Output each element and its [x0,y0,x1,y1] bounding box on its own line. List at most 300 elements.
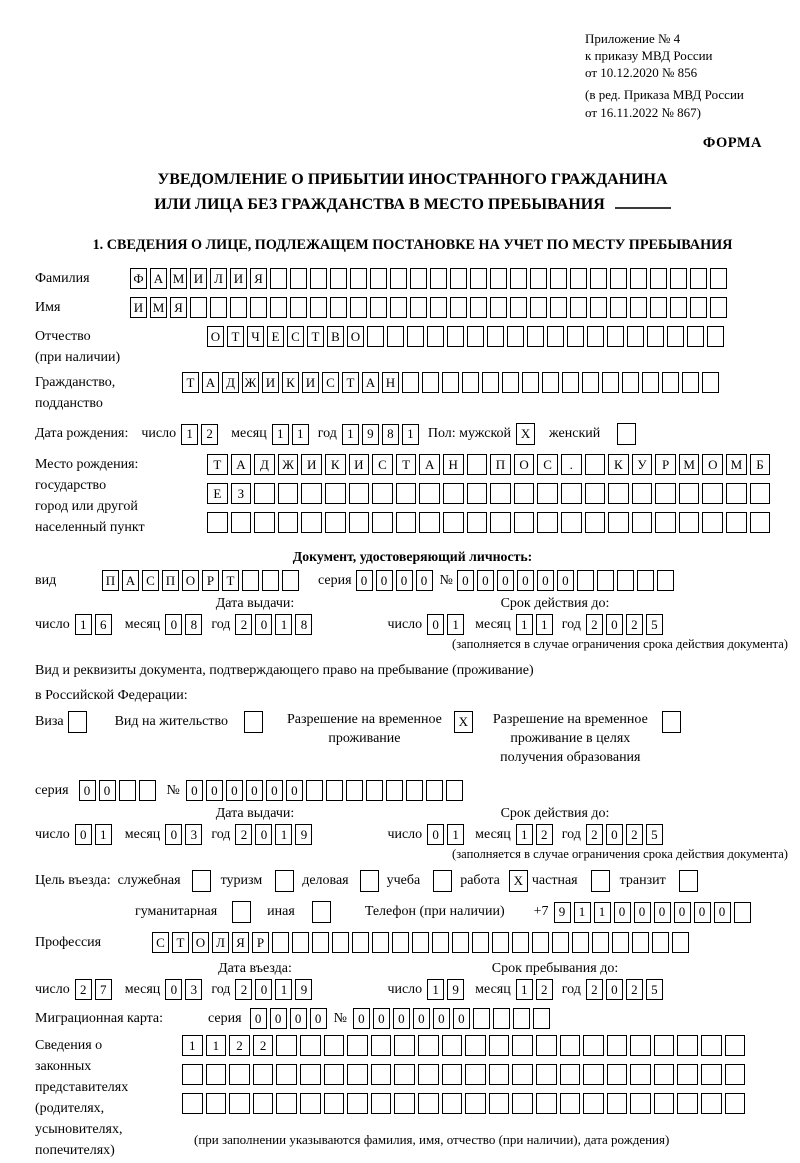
char-box-empty[interactable] [443,512,464,533]
char-box-filled[interactable]: А [150,268,167,289]
char-box-filled[interactable]: 2 [586,979,603,1000]
char-box-empty[interactable] [561,512,582,533]
char-box-filled[interactable]: X [454,711,473,733]
char-box-empty[interactable] [710,297,727,318]
char-box-empty[interactable] [418,1064,439,1085]
char-box-filled[interactable]: 0 [165,979,182,1000]
char-box-filled[interactable]: 1 [516,614,533,635]
char-box-empty[interactable] [426,780,443,801]
char-box-empty[interactable] [347,1035,368,1056]
char-box-empty[interactable] [632,483,653,504]
char-box-filled[interactable]: Я [250,268,267,289]
char-box-empty[interactable] [310,297,327,318]
char-box-filled[interactable]: 2 [229,1035,250,1056]
char-box-empty[interactable] [679,512,700,533]
char-box-empty[interactable] [627,326,644,347]
char-box-empty[interactable] [324,1093,345,1114]
char-box-filled[interactable]: 2 [586,824,603,845]
char-box-filled[interactable]: 2 [235,614,252,635]
char-box-filled[interactable]: 0 [606,979,623,1000]
char-box-empty[interactable] [392,932,409,953]
char-box-empty[interactable] [682,372,699,393]
char-box-empty[interactable] [372,932,389,953]
char-box-empty[interactable] [570,268,587,289]
char-box-empty[interactable] [229,1064,250,1085]
char-box-empty[interactable] [670,297,687,318]
char-box-empty[interactable] [507,326,524,347]
char-box-filled[interactable]: 0 [453,1008,470,1029]
char-box-empty[interactable] [230,297,247,318]
char-box-filled[interactable]: Е [267,326,284,347]
char-box-empty[interactable] [470,268,487,289]
char-box-empty[interactable] [450,297,467,318]
char-box-empty[interactable] [192,870,211,892]
char-box-filled[interactable]: 0 [353,1008,370,1029]
char-box-empty[interactable] [677,1064,698,1085]
char-box-empty[interactable] [300,1064,321,1085]
char-box-filled[interactable]: 0 [694,902,711,923]
char-box-filled[interactable]: 0 [537,570,554,591]
char-box-empty[interactable] [390,268,407,289]
char-box-empty[interactable] [592,932,609,953]
char-box-empty[interactable] [650,297,667,318]
char-box-empty[interactable] [371,1093,392,1114]
char-box-filled[interactable]: X [516,423,535,445]
char-box-filled[interactable]: И [349,454,370,475]
char-box-filled[interactable]: А [202,372,219,393]
char-box-empty[interactable] [301,512,322,533]
char-box-filled[interactable]: 0 [614,902,631,923]
char-box-empty[interactable] [597,570,614,591]
char-box-filled[interactable]: 1 [594,902,611,923]
char-box-empty[interactable] [607,1064,628,1085]
char-box-empty[interactable] [587,326,604,347]
char-box-filled[interactable]: О [347,326,364,347]
char-box-filled[interactable]: Е [207,483,228,504]
char-box-filled[interactable]: Р [252,932,269,953]
char-box-filled[interactable]: Т [207,454,228,475]
char-box-filled[interactable]: П [102,570,119,591]
char-box-empty[interactable] [419,512,440,533]
char-box-empty[interactable] [330,297,347,318]
char-box-filled[interactable]: 9 [295,979,312,1000]
char-box-empty[interactable] [654,1035,675,1056]
char-box-empty[interactable] [533,1008,550,1029]
char-box-empty[interactable] [608,483,629,504]
char-box-empty[interactable] [512,932,529,953]
char-box-empty[interactable] [210,297,227,318]
char-box-empty[interactable] [422,372,439,393]
char-box-empty[interactable] [492,932,509,953]
char-box-empty[interactable] [670,268,687,289]
char-box-filled[interactable]: 0 [255,614,272,635]
char-box-empty[interactable] [536,1064,557,1085]
char-box-empty[interactable] [654,1064,675,1085]
char-box-filled[interactable]: 0 [186,780,203,801]
char-box-empty[interactable] [372,512,393,533]
char-box-filled[interactable]: 1 [181,424,198,445]
char-box-empty[interactable] [679,483,700,504]
char-box-filled[interactable]: Я [170,297,187,318]
char-box-empty[interactable] [667,326,684,347]
char-box-filled[interactable]: С [287,326,304,347]
char-box-empty[interactable] [632,932,649,953]
char-box-empty[interactable] [560,1064,581,1085]
char-box-filled[interactable]: 0 [606,824,623,845]
char-box-empty[interactable] [190,297,207,318]
char-box-filled[interactable]: 0 [270,1008,287,1029]
char-box-filled[interactable]: 1 [447,824,464,845]
char-box-filled[interactable]: 1 [427,979,444,1000]
char-box-filled[interactable]: А [362,372,379,393]
char-box-filled[interactable]: С [537,454,558,475]
char-box-empty[interactable] [570,297,587,318]
char-box-empty[interactable] [462,372,479,393]
char-box-empty[interactable] [487,326,504,347]
char-box-empty[interactable] [349,483,370,504]
char-box-filled[interactable]: И [302,372,319,393]
char-box-empty[interactable] [290,297,307,318]
char-box-empty[interactable] [450,268,467,289]
char-box-empty[interactable] [282,570,299,591]
char-box-empty[interactable] [430,268,447,289]
char-box-filled[interactable]: 1 [75,614,92,635]
char-box-empty[interactable] [655,483,676,504]
char-box-filled[interactable]: Ж [242,372,259,393]
char-box-filled[interactable]: 1 [275,824,292,845]
char-box-empty[interactable] [547,326,564,347]
char-box-filled[interactable]: 8 [382,424,399,445]
char-box-empty[interactable] [657,570,674,591]
char-box-empty[interactable] [510,268,527,289]
char-box-filled[interactable]: 2 [253,1035,274,1056]
char-box-empty[interactable] [642,372,659,393]
char-box-filled[interactable]: Т [172,932,189,953]
char-box-empty[interactable] [470,297,487,318]
char-box-empty[interactable] [442,372,459,393]
char-box-empty[interactable] [430,297,447,318]
char-box-empty[interactable] [253,1093,274,1114]
char-box-empty[interactable] [702,512,723,533]
char-box-filled[interactable]: 1 [292,424,309,445]
char-box-empty[interactable] [410,297,427,318]
char-box-empty[interactable] [677,1093,698,1114]
char-box-empty[interactable] [490,483,511,504]
char-box-empty[interactable] [418,1035,439,1056]
char-box-filled[interactable]: 0 [255,824,272,845]
char-box-empty[interactable] [690,297,707,318]
char-box-empty[interactable] [607,1093,628,1114]
char-box-filled[interactable]: М [170,268,187,289]
char-box-filled[interactable]: 1 [536,614,553,635]
char-box-filled[interactable]: 0 [517,570,534,591]
char-box-empty[interactable] [489,1093,510,1114]
char-box-empty[interactable] [585,512,606,533]
char-box-empty[interactable] [550,268,567,289]
char-box-empty[interactable] [232,901,251,923]
char-box-empty[interactable] [710,268,727,289]
char-box-filled[interactable]: И [230,268,247,289]
char-box-empty[interactable] [254,483,275,504]
char-box-empty[interactable] [726,512,747,533]
char-box-empty[interactable] [433,870,452,892]
char-box-filled[interactable]: А [231,454,252,475]
char-box-empty[interactable] [312,901,331,923]
char-box-empty[interactable] [360,870,379,892]
char-box-empty[interactable] [68,711,87,733]
char-box-empty[interactable] [612,932,629,953]
char-box-filled[interactable]: 0 [75,824,92,845]
char-box-empty[interactable] [352,932,369,953]
char-box-empty[interactable] [300,1093,321,1114]
char-box-filled[interactable]: О [182,570,199,591]
char-box-empty[interactable] [630,1064,651,1085]
char-box-empty[interactable] [630,1035,651,1056]
char-box-empty[interactable] [655,512,676,533]
char-box-empty[interactable] [679,870,698,892]
char-box-filled[interactable]: Б [750,454,771,475]
char-box-empty[interactable] [394,1035,415,1056]
char-box-filled[interactable]: 2 [586,614,603,635]
char-box-empty[interactable] [467,512,488,533]
char-box-filled[interactable]: М [726,454,747,475]
char-box-empty[interactable] [465,1064,486,1085]
char-box-empty[interactable] [275,870,294,892]
char-box-filled[interactable]: 2 [626,824,643,845]
char-box-filled[interactable]: 9 [295,824,312,845]
char-box-empty[interactable] [590,268,607,289]
char-box-empty[interactable] [272,932,289,953]
char-box-filled[interactable]: 2 [626,979,643,1000]
char-box-filled[interactable]: 0 [79,780,96,801]
char-box-empty[interactable] [292,932,309,953]
char-box-empty[interactable] [402,372,419,393]
char-box-filled[interactable]: О [702,454,723,475]
char-box-empty[interactable] [652,932,669,953]
char-box-filled[interactable]: Т [307,326,324,347]
char-box-filled[interactable]: 0 [226,780,243,801]
char-box-filled[interactable]: Т [182,372,199,393]
char-box-empty[interactable] [465,1035,486,1056]
char-box-empty[interactable] [750,512,771,533]
char-box-filled[interactable]: 0 [497,570,514,591]
char-box-filled[interactable]: 9 [447,979,464,1000]
char-box-filled[interactable]: 0 [714,902,731,923]
char-box-filled[interactable]: 0 [373,1008,390,1029]
char-box-filled[interactable]: Л [210,268,227,289]
char-box-filled[interactable]: И [130,297,147,318]
char-box-empty[interactable] [386,780,403,801]
char-box-empty[interactable] [446,780,463,801]
char-box-filled[interactable]: 0 [376,570,393,591]
char-box-empty[interactable] [489,1035,510,1056]
char-box-filled[interactable]: 2 [75,979,92,1000]
char-box-empty[interactable] [394,1064,415,1085]
char-box-empty[interactable] [490,512,511,533]
char-box-empty[interactable] [229,1093,250,1114]
char-box-empty[interactable] [442,1064,463,1085]
char-box-empty[interactable] [550,297,567,318]
char-box-empty[interactable] [513,1008,530,1029]
char-box-filled[interactable]: Т [396,454,417,475]
char-box-empty[interactable] [512,1035,533,1056]
char-box-empty[interactable] [493,1008,510,1029]
char-box-filled[interactable]: 5 [646,824,663,845]
char-box-empty[interactable] [412,932,429,953]
char-box-filled[interactable]: С [372,454,393,475]
char-box-filled[interactable]: С [142,570,159,591]
char-box-filled[interactable]: 0 [206,780,223,801]
char-box-empty[interactable] [537,483,558,504]
char-box-filled[interactable]: 0 [634,902,651,923]
char-box-filled[interactable]: 2 [536,979,553,1000]
char-box-empty[interactable] [701,1093,722,1114]
char-box-filled[interactable]: 1 [206,1035,227,1056]
char-box-empty[interactable] [442,1093,463,1114]
char-box-filled[interactable]: 8 [185,614,202,635]
char-box-empty[interactable] [482,372,499,393]
char-box-filled[interactable]: С [322,372,339,393]
char-box-empty[interactable] [510,297,527,318]
char-box-empty[interactable] [610,297,627,318]
char-box-empty[interactable] [530,297,547,318]
char-box-filled[interactable]: П [490,454,511,475]
char-box-filled[interactable]: Т [227,326,244,347]
char-box-empty[interactable] [396,483,417,504]
char-box-filled[interactable]: 0 [674,902,691,923]
char-box-empty[interactable] [467,483,488,504]
char-box-filled[interactable]: 1 [275,979,292,1000]
char-box-filled[interactable]: У [632,454,653,475]
char-box-empty[interactable] [630,1093,651,1114]
char-box-empty[interactable] [562,372,579,393]
char-box-empty[interactable] [418,1093,439,1114]
char-box-empty[interactable] [312,932,329,953]
char-box-filled[interactable]: 0 [416,570,433,591]
char-box-empty[interactable] [301,483,322,504]
char-box-empty[interactable] [537,512,558,533]
char-box-empty[interactable] [467,454,488,475]
char-box-empty[interactable] [325,512,346,533]
char-box-filled[interactable]: 1 [402,424,419,445]
char-box-empty[interactable] [324,1035,345,1056]
char-box-filled[interactable]: 0 [356,570,373,591]
char-box-filled[interactable]: 3 [185,979,202,1000]
char-box-empty[interactable] [725,1064,746,1085]
char-box-filled[interactable]: Н [443,454,464,475]
char-box-filled[interactable]: 0 [396,570,413,591]
char-box-empty[interactable] [330,268,347,289]
char-box-empty[interactable] [253,1064,274,1085]
char-box-empty[interactable] [687,326,704,347]
char-box-empty[interactable] [372,483,393,504]
char-box-filled[interactable]: К [282,372,299,393]
char-box-empty[interactable] [502,372,519,393]
char-box-empty[interactable] [419,483,440,504]
char-box-empty[interactable] [390,297,407,318]
char-box-empty[interactable] [608,512,629,533]
char-box-filled[interactable]: 5 [646,979,663,1000]
char-box-filled[interactable]: 0 [433,1008,450,1029]
char-box-filled[interactable]: З [231,483,252,504]
char-box-empty[interactable] [427,326,444,347]
char-box-filled[interactable]: 0 [290,1008,307,1029]
char-box-filled[interactable]: Р [202,570,219,591]
char-box-empty[interactable] [527,326,544,347]
char-box-empty[interactable] [350,268,367,289]
char-box-filled[interactable]: 2 [235,824,252,845]
char-box-filled[interactable]: 0 [99,780,116,801]
char-box-filled[interactable]: 9 [362,424,379,445]
char-box-filled[interactable]: 0 [427,824,444,845]
char-box-empty[interactable] [276,1035,297,1056]
char-box-empty[interactable] [394,1093,415,1114]
char-box-empty[interactable] [602,372,619,393]
char-box-empty[interactable] [278,483,299,504]
char-box-filled[interactable]: Ж [278,454,299,475]
char-box-filled[interactable]: 0 [255,979,272,1000]
char-box-filled[interactable]: М [679,454,700,475]
char-box-empty[interactable] [326,780,343,801]
char-box-empty[interactable] [350,297,367,318]
char-box-filled[interactable]: О [514,454,535,475]
char-box-empty[interactable] [139,780,156,801]
char-box-empty[interactable] [560,1093,581,1114]
char-box-filled[interactable]: 1 [272,424,289,445]
char-box-filled[interactable]: 0 [477,570,494,591]
char-box-empty[interactable] [701,1064,722,1085]
char-box-filled[interactable]: 6 [95,614,112,635]
char-box-filled[interactable]: 0 [654,902,671,923]
char-box-filled[interactable]: Д [222,372,239,393]
char-box-empty[interactable] [387,326,404,347]
char-box-empty[interactable] [406,780,423,801]
char-box-empty[interactable] [346,780,363,801]
char-box-empty[interactable] [572,932,589,953]
char-box-empty[interactable] [512,1064,533,1085]
char-box-empty[interactable] [262,570,279,591]
char-box-empty[interactable] [182,1064,203,1085]
char-box-filled[interactable]: А [122,570,139,591]
char-box-empty[interactable] [410,268,427,289]
char-box-filled[interactable]: 1 [275,614,292,635]
char-box-filled[interactable]: Т [342,372,359,393]
char-box-empty[interactable] [371,1035,392,1056]
char-box-filled[interactable]: 9 [554,902,571,923]
char-box-empty[interactable] [582,372,599,393]
char-box-filled[interactable]: 1 [182,1035,203,1056]
char-box-empty[interactable] [622,372,639,393]
char-box-filled[interactable]: 0 [266,780,283,801]
char-box-empty[interactable] [522,372,539,393]
char-box-filled[interactable]: 0 [165,824,182,845]
char-box-empty[interactable] [552,932,569,953]
char-box-empty[interactable] [690,268,707,289]
char-box-empty[interactable] [276,1064,297,1085]
char-box-empty[interactable] [567,326,584,347]
char-box-empty[interactable] [472,932,489,953]
char-box-empty[interactable] [370,297,387,318]
char-box-empty[interactable] [396,512,417,533]
char-box-empty[interactable] [654,1093,675,1114]
char-box-empty[interactable] [701,1035,722,1056]
char-box-empty[interactable] [532,932,549,953]
char-box-empty[interactable] [206,1093,227,1114]
char-box-empty[interactable] [366,780,383,801]
char-box-empty[interactable] [726,483,747,504]
char-box-empty[interactable] [432,932,449,953]
char-box-empty[interactable] [561,483,582,504]
